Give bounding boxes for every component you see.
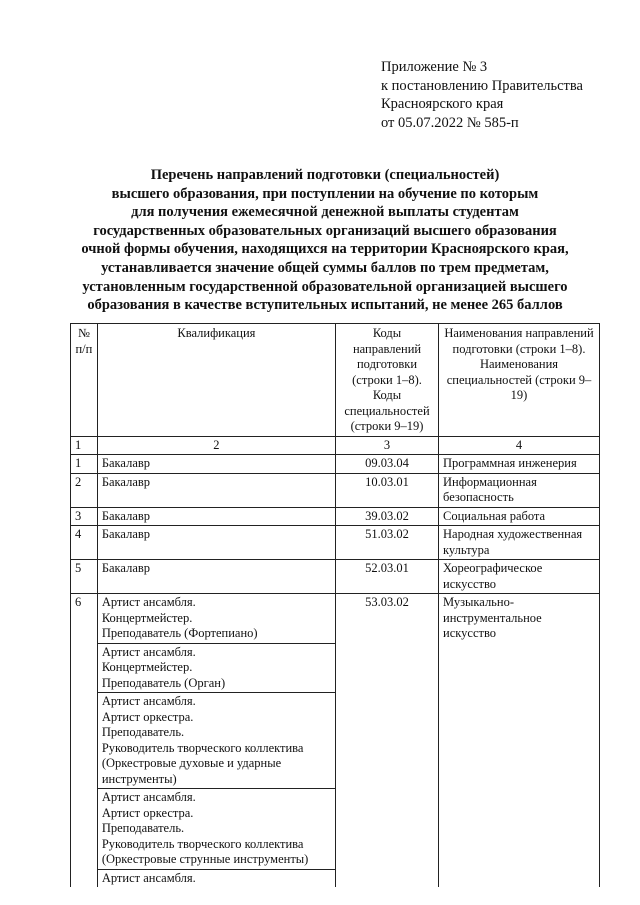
table-row xyxy=(71,526,600,560)
row-code: 09.03.04 xyxy=(336,455,439,474)
appendix-line: к постановлению Правительства xyxy=(381,77,583,94)
row-code: 52.03.01 xyxy=(336,560,439,594)
qualification-text: Артист ансамбля. Артист оркестра. Преподаватель. Руководитель творческого коллектива (Оркестровые струнные инструменты) xyxy=(101,790,309,866)
qualification-text: Артист ансамбля. Концертмейстер. Преподаватель (Орган) xyxy=(101,644,226,690)
title-line: установленным государственной образовательной организацией высшего xyxy=(82,278,568,295)
index-cell: 3 xyxy=(336,436,439,455)
document-title xyxy=(40,166,610,315)
title-line: высшего образования, при поступлении на обучение по которым xyxy=(111,185,539,202)
qualification-text: Артист ансамбля. xyxy=(101,870,196,885)
header-num: № п/п xyxy=(71,324,98,437)
row-name: Музыкально-инструментальное искусство xyxy=(439,594,600,888)
row-num: 6 xyxy=(71,594,98,888)
row-qualification xyxy=(97,869,335,887)
table-row xyxy=(71,507,600,526)
index-cell: 2 xyxy=(97,436,335,455)
row-name: Хореографическое искусство xyxy=(439,560,600,594)
title-line: Перечень направлений подготовки (специальностей) xyxy=(150,167,500,183)
title-line: образования в качестве вступительных испытаний, не менее 265 баллов xyxy=(87,297,563,314)
qualification-text: Артист ансамбля. Артист оркестра. Преподаватель. Руководитель творческого коллектива (Оркестровые духовые и ударные инструменты) xyxy=(101,694,304,786)
row-qualification xyxy=(97,594,335,644)
title-line: устанавливается значение общей суммы баллов по трем предметам, xyxy=(101,259,549,276)
row-num: 5 xyxy=(71,560,98,594)
appendix-line: Красноярского края xyxy=(381,96,504,112)
appendix-line: Приложение № 3 xyxy=(381,59,488,75)
row-code: 53.03.02 xyxy=(336,594,439,888)
title-line: очной формы обучения, находящихся на территории Красноярского края, xyxy=(81,241,569,258)
row-num: 4 xyxy=(71,526,98,560)
title-line: для получения ежемесячной денежной выплаты студентам xyxy=(131,204,519,221)
row-num: 1 xyxy=(71,455,98,474)
row-name: Народная художественная культура xyxy=(439,526,600,560)
table-row xyxy=(71,473,600,507)
row-name: Программная инженерия xyxy=(439,455,600,474)
header-row xyxy=(71,324,600,437)
row-qualification: Бакалавр xyxy=(97,455,335,474)
row-name: Информационная безопасность xyxy=(439,473,600,507)
row-name: Социальная работа xyxy=(439,507,600,526)
row-code: 39.03.02 xyxy=(336,507,439,526)
row-qualification xyxy=(97,693,335,789)
row-qualification: Бакалавр xyxy=(97,507,335,526)
table-row xyxy=(71,560,600,594)
appendix-block xyxy=(381,58,583,132)
header-names: Наименования направлений подготовки (строки 1–8). Наименования специальностей (строки 9–19) xyxy=(439,324,600,437)
table-row xyxy=(71,455,600,474)
index-row xyxy=(71,436,600,455)
table-row xyxy=(71,594,600,644)
index-cell: 4 xyxy=(439,436,600,455)
row-code: 51.03.02 xyxy=(336,526,439,560)
header-codes: Коды направлений подготовки (строки 1–8). Коды специальностей (строки 9–19) xyxy=(336,324,439,437)
row-num: 3 xyxy=(71,507,98,526)
row-num: 2 xyxy=(71,473,98,507)
index-cell: 1 xyxy=(71,436,98,455)
appendix-line: от 05.07.2022 № 585-п xyxy=(381,114,519,131)
qualification-text: Артист ансамбля. Концертмейстер. Преподаватель (Фортепиано) xyxy=(101,595,258,640)
row-qualification xyxy=(97,789,335,870)
title-line: государственных образовательных организаций высшего образования xyxy=(93,222,557,239)
specialties-table xyxy=(70,323,600,887)
row-qualification xyxy=(97,643,335,693)
row-qualification: Бакалавр xyxy=(97,526,335,560)
header-qualification: Квалификация xyxy=(97,324,335,437)
row-code: 10.03.01 xyxy=(336,473,439,507)
row-qualification: Бакалавр xyxy=(97,560,335,594)
row-qualification: Бакалавр xyxy=(97,473,335,507)
